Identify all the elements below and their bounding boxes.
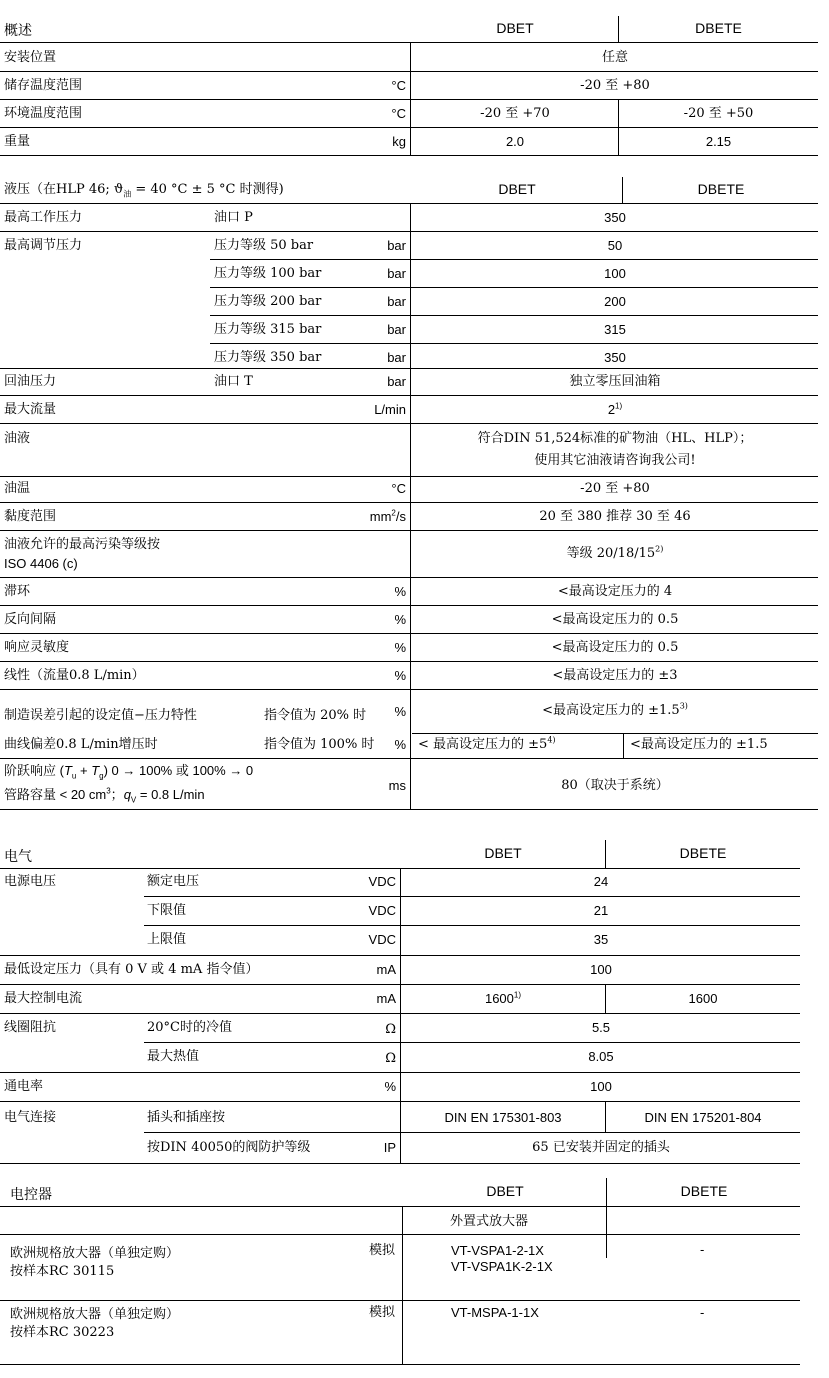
row-unit: bar — [387, 350, 406, 365]
divider — [0, 809, 818, 810]
row-value-dbet: 2.0 — [505, 134, 525, 149]
row-label: 反向间隔 — [4, 612, 57, 627]
row-unit: °C — [391, 106, 406, 121]
row-value-dbete: <最高设定压力的 ±1.5 — [630, 737, 768, 752]
row-unit: Ω — [385, 1022, 396, 1037]
row-unit: % — [394, 612, 406, 627]
divider — [402, 1206, 403, 1364]
row-value-dbete: 2.15 — [705, 134, 732, 149]
row-unit: mA — [376, 962, 396, 977]
row-sublabel: 指令值为 100% 时 — [264, 737, 375, 752]
row-value-dbet: -20 至 +70 — [480, 106, 550, 121]
divider — [0, 633, 818, 634]
row-sublabel: 压力等级 50 bar — [214, 238, 314, 253]
divider — [400, 868, 401, 1163]
row-value-dbet: 1600$^{1)}$ — [484, 990, 522, 1006]
row-label: 通电率 — [4, 1079, 44, 1094]
row-value-dbete: - — [700, 1242, 705, 1257]
divider — [0, 661, 818, 662]
row-sublabel: 下限值 — [147, 903, 187, 918]
row-unit: Ω — [385, 1051, 396, 1066]
row-label: 滞环 — [4, 584, 31, 599]
divider — [210, 343, 818, 344]
row-label: 最大控制电流 — [4, 991, 83, 1006]
row-unit: bar — [387, 238, 406, 253]
row-sublabel: 油口 T — [214, 374, 253, 389]
row-sublabel: 指令值为 20% 时 — [264, 708, 367, 723]
hydraulic-col-dbete: DBETE — [697, 181, 745, 197]
row-value-dbet-line1: VT-VSPA1-2-1X — [451, 1243, 544, 1258]
row-value: 100 — [590, 962, 612, 977]
divider — [0, 1364, 800, 1365]
row-label: 最高工作压力 — [4, 210, 83, 225]
divider — [210, 259, 818, 260]
row-value-dbete: DIN EN 175201-804 — [644, 1110, 762, 1125]
divider — [0, 530, 818, 531]
row-label: 线圈阻抗 — [4, 1020, 57, 1035]
divider — [0, 71, 818, 72]
controls-col-dbete: DBETE — [680, 1183, 728, 1199]
divider — [0, 1300, 800, 1301]
row-label-line1: 欧洲规格放大器（单独定购） — [10, 1246, 180, 1261]
row-value: 2$^{1)}$ — [607, 401, 623, 417]
row-sublabel: 上限值 — [147, 932, 187, 947]
row-label: 响应灵敏度 — [4, 640, 70, 655]
divider — [412, 733, 818, 734]
divider — [144, 925, 800, 926]
divider — [605, 984, 606, 1013]
row-value: 200 — [604, 294, 626, 309]
row-value: 8.05 — [588, 1049, 614, 1064]
divider — [144, 896, 800, 897]
divider — [605, 1101, 606, 1132]
divider — [410, 42, 411, 155]
divider — [0, 577, 818, 578]
electric-col-dbet: DBET — [484, 845, 522, 861]
row-type: 模拟 — [369, 1243, 396, 1258]
row-label-line1: 制造误差引起的设定值−压力特性 — [4, 708, 197, 723]
divider — [618, 127, 619, 155]
row-label-line2: 按样本RC 30223 — [10, 1325, 115, 1340]
divider — [210, 315, 818, 316]
row-unit: % — [394, 704, 406, 719]
row-type: 模拟 — [369, 1305, 396, 1320]
divider — [0, 1234, 800, 1235]
divider — [622, 177, 623, 203]
row-value: <最高设定压力的 $\pm 1.5^{3)}$ — [542, 701, 688, 718]
row-value-dbete: - — [700, 1305, 705, 1320]
row-unit: L/min — [374, 402, 406, 417]
row-unit: VDC — [368, 932, 396, 947]
divider — [0, 155, 818, 156]
row-unit: % — [394, 737, 406, 752]
row-unit: bar — [387, 294, 406, 309]
row-label-line1: 欧洲规格放大器（单独定购） — [10, 1307, 180, 1322]
divider — [0, 368, 818, 369]
row-value-dbet: < 最高设定压力的 $\pm 5^{4)}$ — [418, 735, 556, 752]
row-unit: bar — [387, 322, 406, 337]
divider — [618, 99, 619, 127]
row-unit: % — [394, 668, 406, 683]
electric-title: 电气 — [4, 848, 32, 864]
electric-col-dbete: DBETE — [679, 845, 727, 861]
divider — [0, 758, 818, 759]
row-label: 油液 — [4, 431, 31, 446]
row-value-dbet-line2: VT-VSPA1K-2-1X — [451, 1259, 553, 1274]
row-unit: VDC — [368, 874, 396, 889]
row-unit: $mm^2/s$ — [369, 508, 406, 524]
row-value: 350 — [604, 350, 626, 365]
divider — [410, 203, 411, 809]
row-unit: bar — [387, 374, 406, 389]
overview-col-dbet: DBET — [496, 20, 534, 36]
row-label: 环境温度范围 — [4, 106, 83, 121]
row-sublabel: 插头和插座按 — [147, 1110, 226, 1125]
row-label: 油温 — [4, 481, 31, 496]
row-unit: °C — [391, 78, 406, 93]
row-value: 24 — [593, 874, 609, 889]
row-unit: ms — [388, 778, 406, 793]
divider — [0, 42, 818, 43]
row-unit: kg — [392, 134, 406, 149]
row-value: 65 已安装并固定的插头 — [532, 1140, 670, 1155]
row-value-line2: 使用其它油液请咨询我公司! — [534, 453, 696, 468]
divider — [0, 689, 818, 690]
overview-title: 概述 — [4, 22, 32, 38]
row-sublabel: 油口 P — [214, 210, 253, 225]
row-label-line2: 按样本RC 30115 — [10, 1264, 115, 1279]
divider — [623, 733, 624, 758]
row-sublabel: 压力等级 100 bar — [214, 266, 322, 281]
row-label: 黏度范围 — [4, 509, 57, 524]
controls-title: 电控器 — [10, 1186, 52, 1202]
divider — [144, 1132, 800, 1133]
row-value: 35 — [593, 932, 609, 947]
hydraulic-title: 液压（在HLP 46; $ϑ_油 = 40$ °C ± 5 °C 时测得) — [4, 182, 284, 199]
row-unit: IP — [383, 1140, 396, 1155]
row-value: -20 至 +80 — [580, 481, 650, 496]
row-value-dbet: DIN EN 175301-803 — [444, 1110, 562, 1125]
row-value: <最高设定压力的 0.5 — [551, 640, 679, 655]
row-label: 最大流量 — [4, 402, 57, 417]
divider — [0, 476, 818, 477]
divider — [0, 203, 818, 204]
row-label: 电气连接 — [4, 1110, 57, 1125]
row-label-line1: 油液允许的最高污染等级按 — [4, 537, 161, 552]
divider — [0, 502, 818, 503]
row-value: 100 — [590, 1079, 612, 1094]
divider — [0, 605, 818, 606]
row-value: -20 至 +80 — [580, 78, 650, 93]
row-label-line1: 阶跃响应 $(T_u + T_g) 0 \to 100\%$ 或 100% → 0 — [4, 763, 254, 781]
row-label: 储存温度范围 — [4, 78, 83, 93]
row-value: <最高设定压力的 ±3 — [552, 668, 678, 683]
row-value: 350 — [604, 210, 626, 225]
row-unit: % — [394, 584, 406, 599]
row-label-line2: 曲线偏差0.8 L/min增压时 — [4, 737, 158, 752]
row-label: 电源电压 — [4, 874, 57, 889]
divider — [0, 127, 818, 128]
row-value: 315 — [604, 322, 626, 337]
row-value: 任意 — [601, 50, 628, 65]
divider — [605, 840, 606, 868]
divider — [0, 1206, 800, 1207]
divider — [0, 231, 818, 232]
row-sublabel: 最大热值 — [147, 1049, 200, 1064]
row-value: 等级 20/18/15$^{2)}$ — [566, 544, 664, 561]
divider — [144, 1042, 800, 1043]
row-unit: % — [394, 640, 406, 655]
row-value: <最高设定压力的 4 — [557, 584, 673, 599]
row-label: 最低设定压力（具有 0 V 或 4 mA 指令值） — [4, 962, 259, 977]
row-label: 线性（流量0.8 L/min） — [4, 668, 145, 683]
row-label: 重量 — [4, 134, 31, 149]
row-sublabel: 压力等级 200 bar — [214, 294, 322, 309]
row-unit: °C — [391, 481, 406, 496]
row-unit: mA — [376, 991, 396, 1006]
divider — [618, 16, 619, 42]
row-value: 20 至 380 推荐 30 至 46 — [539, 509, 691, 524]
external-amplifier-label: 外置式放大器 — [450, 1214, 529, 1229]
row-value-dbet-line1: VT-MSPA-1-1X — [451, 1305, 539, 1320]
divider — [0, 423, 818, 424]
row-value-dbete: 1600 — [688, 991, 718, 1006]
row-unit: VDC — [368, 903, 396, 918]
row-value: 50 — [607, 238, 623, 253]
divider — [606, 1178, 607, 1258]
controls-col-dbet: DBET — [486, 1183, 524, 1199]
hydraulic-col-dbet: DBET — [498, 181, 536, 197]
row-unit: % — [384, 1079, 396, 1094]
row-sublabel: 压力等级 350 bar — [214, 350, 322, 365]
row-label: 回油压力 — [4, 374, 57, 389]
row-label-line2: 管路容量 < 20 $cm^3$；$q_V = 0.8$ L/min — [4, 786, 205, 805]
row-value: 独立零压回油箱 — [569, 374, 661, 389]
row-value: 5.5 — [591, 1020, 611, 1035]
divider — [210, 287, 818, 288]
divider — [0, 99, 818, 100]
row-label-line2: ISO 4406 (c) — [4, 556, 78, 571]
row-sublabel: 压力等级 315 bar — [214, 322, 322, 337]
row-label: 最高调节压力 — [4, 238, 83, 253]
row-value: 80（取决于系统） — [561, 778, 669, 793]
row-value-line1: 符合DIN 51,524标准的矿物油（HL、HLP）； — [477, 431, 753, 446]
row-sublabel: 20°C时的冷值 — [147, 1020, 232, 1035]
divider — [0, 1163, 800, 1164]
row-value: 21 — [593, 903, 609, 918]
row-sublabel: 额定电压 — [147, 874, 200, 889]
row-label: 安装位置 — [4, 50, 57, 65]
row-unit: bar — [387, 266, 406, 281]
row-sublabel: 按DIN 40050的阀防护等级 — [147, 1140, 311, 1155]
divider — [0, 395, 818, 396]
overview-col-dbete: DBETE — [695, 20, 742, 36]
row-value: 100 — [604, 266, 626, 281]
row-value: <最高设定压力的 0.5 — [551, 612, 679, 627]
row-value-dbete: -20 至 +50 — [683, 106, 754, 121]
